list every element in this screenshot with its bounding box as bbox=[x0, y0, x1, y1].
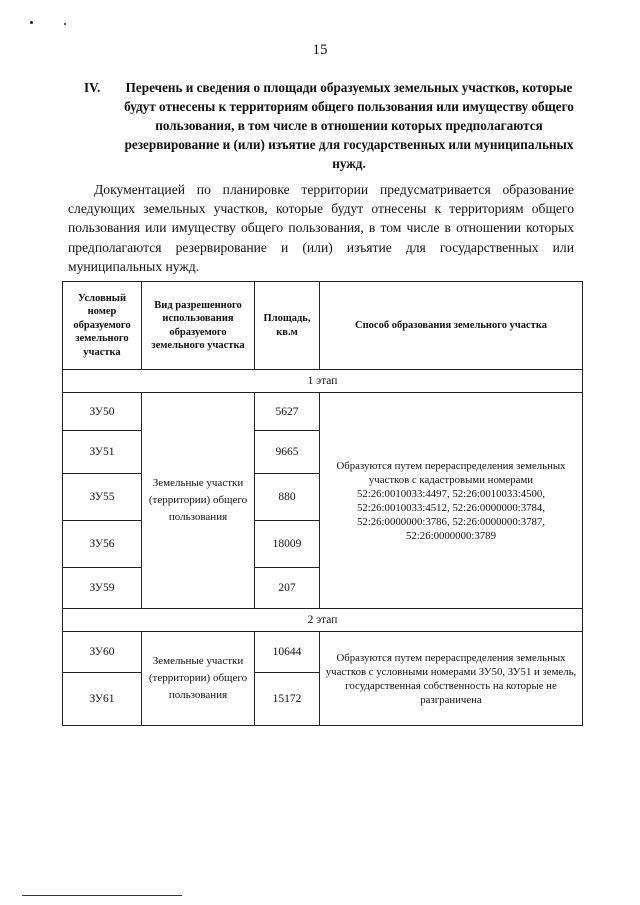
stage1-use: Земельные участки (территории) общего пользования bbox=[142, 393, 255, 609]
section-numeral: IV. bbox=[84, 80, 101, 95]
section-title: Перечень и сведения о площади образуемых земельных участков, которые будут отнесены к территориям общего пользования или имуществу общего пользования, в том числе в отношении которых предполагаются резервирование и (или) изъятие для государственных или муниципальных нужд. bbox=[124, 80, 574, 171]
table-row bbox=[63, 632, 583, 673]
stage2-use: Земельные участки (территории) общего пользования bbox=[142, 632, 255, 726]
plot-id: ЗУ61 bbox=[63, 673, 142, 726]
plot-area: 9665 bbox=[255, 431, 320, 474]
plot-area: 15172 bbox=[255, 673, 320, 726]
header-use: Вид разрешенного использования образуемого земельного участка bbox=[142, 282, 255, 370]
stage2-method: Образуются путем перераспределения земельных участков с условными номерами ЗУ50, ЗУ51 и земель, государственная собственность на которые не разграничена bbox=[320, 632, 583, 726]
stage-row bbox=[63, 609, 583, 632]
scan-speck bbox=[30, 21, 33, 24]
plot-id: ЗУ59 bbox=[63, 568, 142, 609]
page-number: 15 bbox=[312, 42, 328, 58]
header-area: Площадь, кв.м bbox=[255, 282, 320, 370]
stage1-label: 1 этап bbox=[63, 370, 583, 393]
scan-speck bbox=[64, 23, 66, 25]
stage-row bbox=[63, 370, 583, 393]
plot-id: ЗУ50 bbox=[63, 393, 142, 431]
plot-area: 18009 bbox=[255, 521, 320, 568]
plot-id: ЗУ56 bbox=[63, 521, 142, 568]
footer-rule bbox=[22, 895, 182, 896]
land-plots-table bbox=[62, 281, 583, 726]
table-row bbox=[63, 393, 583, 431]
header-id: Условный номер образуемого земельного участка bbox=[63, 282, 142, 370]
plot-area: 880 bbox=[255, 474, 320, 521]
intro-paragraph: Документацией по планировке территории предусматривается образование следующих земельных участков, которые будут отнесены к территориям общего пользования или имуществу общего пользования, в том числе в отношении которых предполагаются резервирование и (или) изъятие для государственных или муниципальных нужд. bbox=[68, 182, 574, 274]
table-header-row bbox=[63, 282, 583, 370]
header-method: Способ образования земельного участка bbox=[320, 282, 583, 370]
plot-id: ЗУ55 bbox=[63, 474, 142, 521]
plot-area: 10644 bbox=[255, 632, 320, 673]
stage2-label: 2 этап bbox=[63, 609, 583, 632]
stage1-method: Образуются путем перераспределения земельных участков с кадастровыми номерами 52:26:0010033:4497, 52:26:0010033:4500, 52:26:0010033:4512, 52:26:0000000:3784, 52:26:0000000:3786, 52:26:0000000:3787, 52:26:0000000:3789 bbox=[320, 393, 583, 609]
plot-area: 5627 bbox=[255, 393, 320, 431]
plot-area: 207 bbox=[255, 568, 320, 609]
section-heading bbox=[84, 78, 584, 173]
plot-id: ЗУ60 bbox=[63, 632, 142, 673]
plot-id: ЗУ51 bbox=[63, 431, 142, 474]
